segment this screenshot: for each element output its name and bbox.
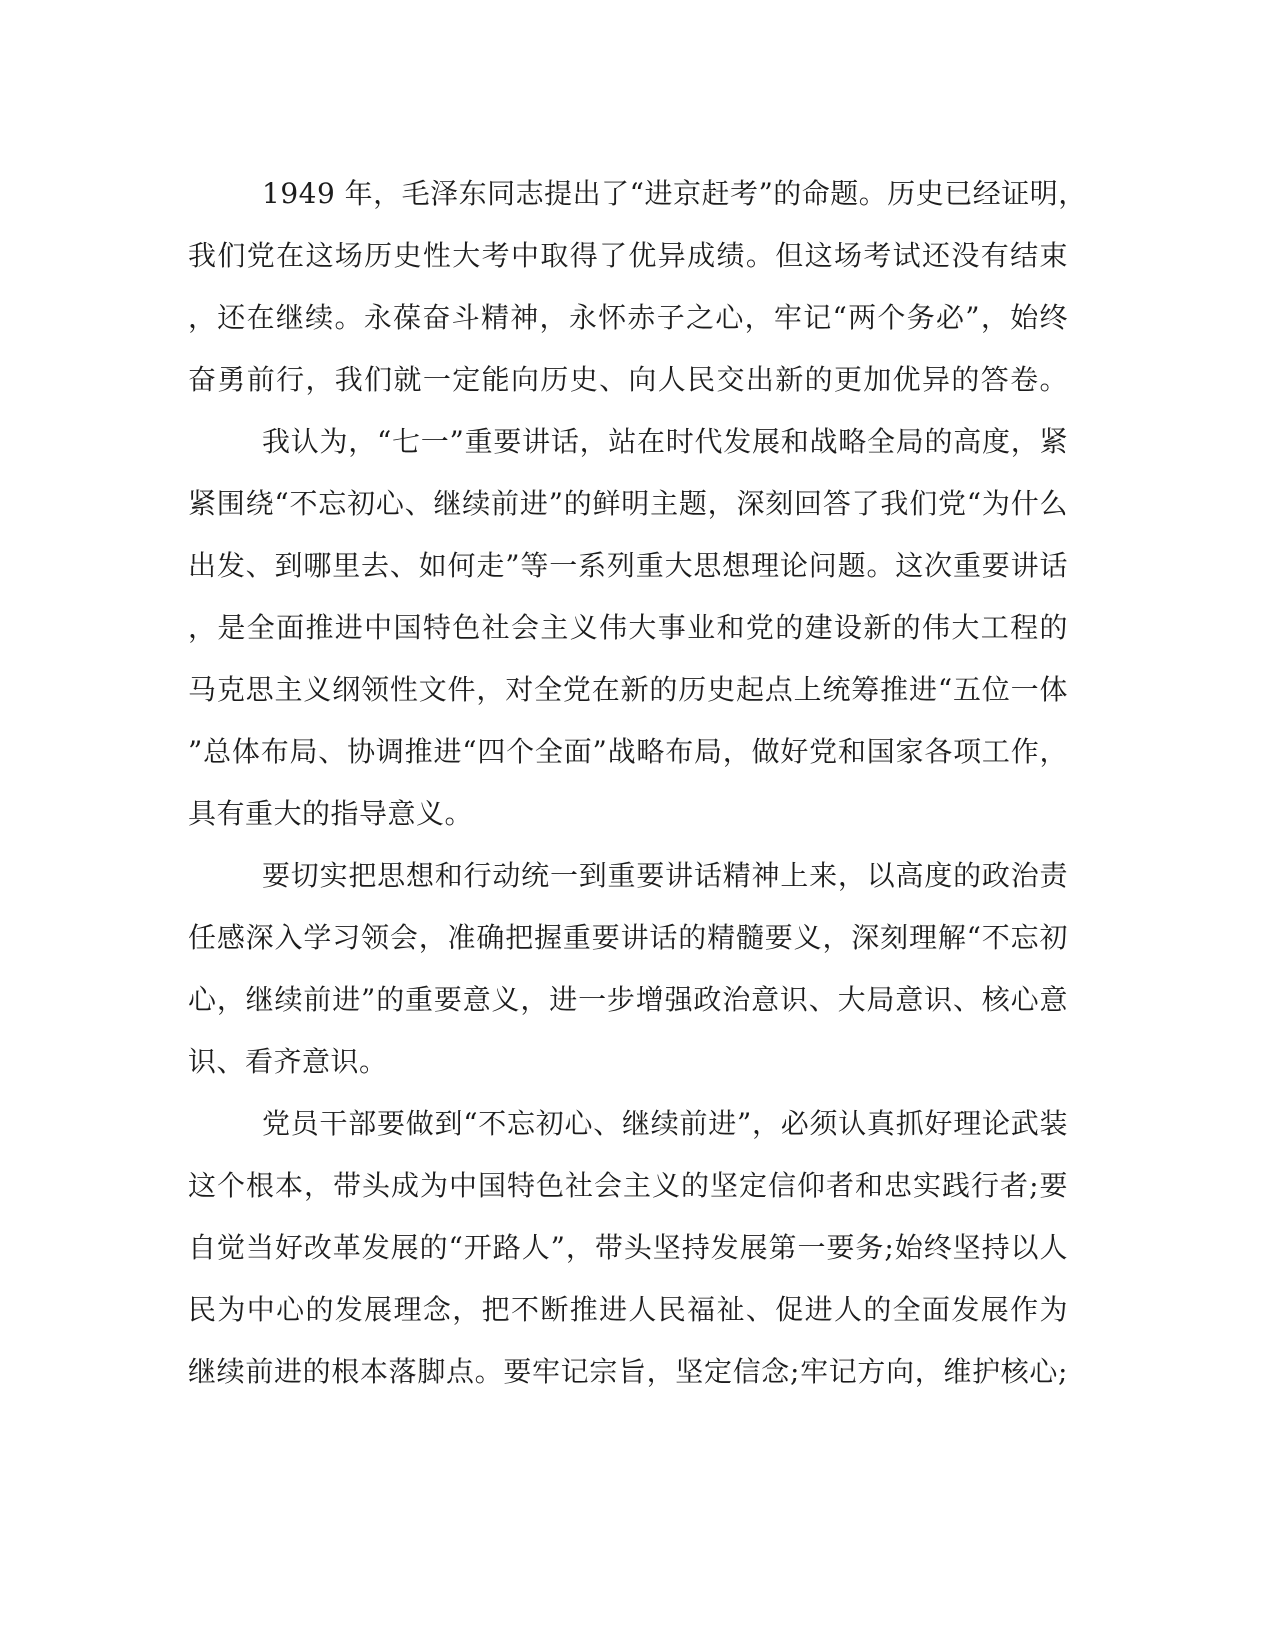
text-line: 继续前进的根本落脚点。要牢记宗旨，坚定信念;牢记方向，维护核心; [188, 1355, 1068, 1388]
text-line: 具有重大的指导意义。 [188, 797, 474, 830]
text-line: 出发、到哪里去、如何走”等一系列重大思想理论问题。这次重要讲话 [188, 549, 1068, 582]
text-line: 奋勇前行，我们就一定能向历史、向人民交出新的更加优异的答卷。 [188, 363, 1068, 396]
text-line: 要切实把思想和行动统一到重要讲话精神上来，以高度的政治责 [262, 859, 1068, 892]
text-line: ，是全面推进中国特色社会主义伟大事业和党的建设新的伟大工程的 [188, 611, 1068, 644]
text-line: 党员干部要做到“不忘初心、继续前进”，必须认真抓好理论武装 [262, 1107, 1068, 1140]
text-line: 心，继续前进”的重要意义，进一步增强政治意识、大局意识、核心意 [188, 983, 1068, 1016]
text-line: 这个根本，带头成为中国特色社会主义的坚定信仰者和忠实践行者;要 [188, 1169, 1068, 1202]
text-line: 民为中心的发展理念，把不断推进人民福祉、促进人的全面发展作为 [188, 1293, 1068, 1326]
text-line: 1949 年，毛泽东同志提出了“进京赶考”的命题。历史已经证明， [262, 177, 1087, 210]
text-line: 识、看齐意识。 [188, 1045, 388, 1078]
text-line: ，还在继续。永葆奋斗精神，永怀赤子之心，牢记“两个务必”，始终 [188, 301, 1068, 334]
text-line: 我们党在这场历史性大考中取得了优异成绩。但这场考试还没有结束 [188, 239, 1068, 272]
text-line: 任感深入学习领会，准确把握重要讲话的精髓要义，深刻理解“不忘初 [188, 921, 1068, 954]
text-line: ”总体布局、协调推进“四个全面”战略布局，做好党和国家各项工作， [188, 735, 1068, 768]
text-line: 我认为，“七一”重要讲话，站在时代发展和战略全局的高度，紧 [262, 425, 1068, 458]
text-line: 马克思主义纲领性文件，对全党在新的历史起点上统筹推进“五位一体 [188, 673, 1068, 706]
text-line: 紧围绕“不忘初心、继续前进”的鲜明主题，深刻回答了我们党“为什么 [188, 487, 1068, 520]
body-text [188, 163, 1087, 1403]
text-line: 自觉当好改革发展的“开路人”，带头坚持发展第一要务;始终坚持以人 [188, 1231, 1068, 1264]
